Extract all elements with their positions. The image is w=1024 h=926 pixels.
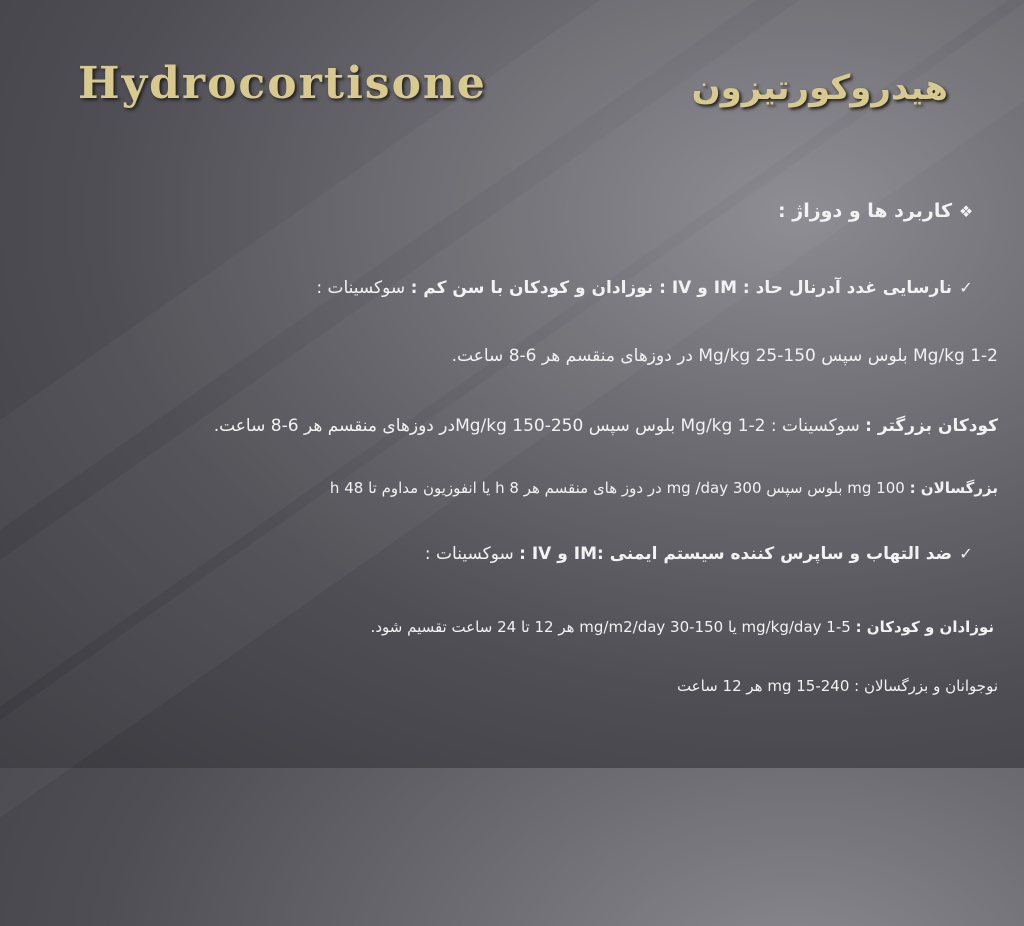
dose-line-children-2: [371, 618, 994, 636]
dose-line-adult-lead: بزرگسالان :: [909, 479, 998, 497]
dose-line-adult: [330, 479, 998, 497]
list-item-adrenal-lead: نارسایی غدد آدرنال حاد : IM و IV : نوزادان و کودکان با سن کم :: [410, 278, 952, 298]
section-heading-text: کاربرد ها و دوزاژ :: [778, 200, 952, 222]
dose-line-older-children-tail: سوکسینات : Mg/kg 1-2 بلوس سپس Mg/kg 150-250در دوزهای منقسم هر 6-8 ساعت.: [213, 416, 866, 436]
dose-line-older-children-lead: کودکان بزرگتر :: [865, 416, 998, 436]
dose-line-infant: Mg/kg 1-2 بلوس سپس Mg/kg 25-150 در دوزهای منقسم هر 6-8 ساعت.: [451, 346, 998, 366]
check-icon: ✓: [959, 544, 973, 563]
dose-line-older-children: [214, 416, 998, 436]
dose-line-children-2-tail: mg/kg/day 1-5 یا mg/m2/day 30-150 هر 12 تا 24 ساعت تقسیم شود.: [370, 618, 856, 636]
list-item-anti-inflammatory: [425, 544, 980, 564]
check-icon: ✓: [959, 278, 973, 297]
slide-title-persian: هیدروکورتیزون: [691, 68, 948, 108]
dose-line-children-2-lead: نوزادان و کودکان :: [855, 618, 994, 636]
list-item-adrenal: [316, 278, 980, 298]
dose-line-adult-2: نوجوانان و بزرگسالان : mg 15-240 هر 12 ساعت: [676, 677, 998, 695]
list-item-adrenal-tail: سوکسینات :: [316, 278, 411, 298]
diamond-bullet-icon: ❖: [958, 202, 974, 221]
slide-title-english: Hydrocortisone: [78, 58, 487, 109]
list-item-anti-inflammatory-lead: ضد التهاب و ساپرس کننده سیستم ایمنی :IM و IV :: [519, 544, 952, 564]
list-item-anti-inflammatory-tail: سوکسینات :: [424, 544, 520, 564]
dose-line-adult-tail: mg 100 بلوس سپس mg /day 300 در دوز های منقسم هر h 8 یا انفوزیون مداوم تا h 48: [329, 479, 910, 497]
section-heading: [778, 200, 980, 222]
